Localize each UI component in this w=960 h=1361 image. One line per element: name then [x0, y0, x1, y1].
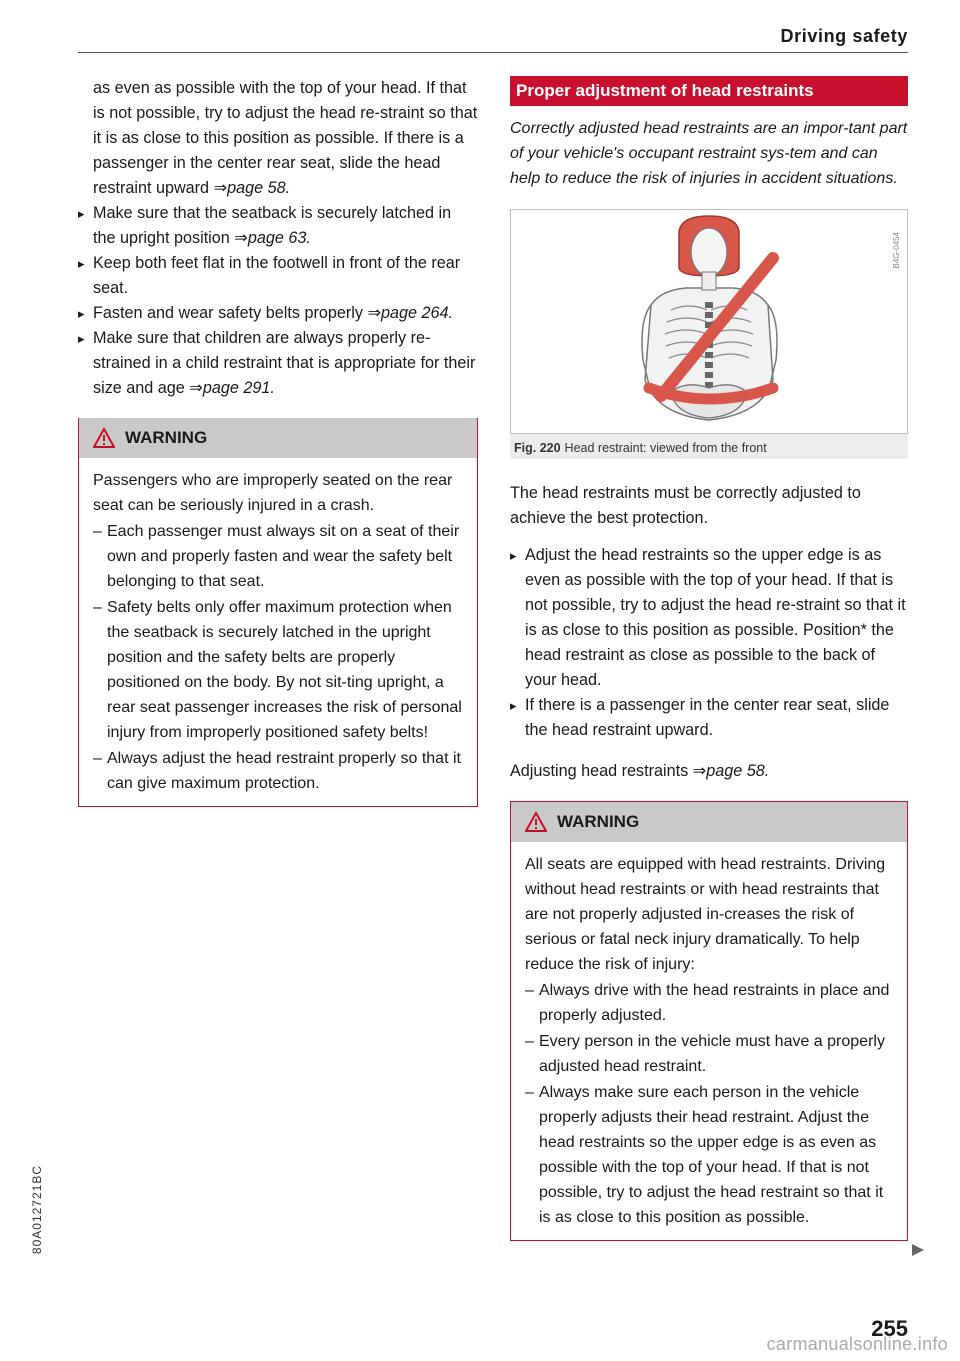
paragraph — [510, 759, 908, 784]
warning-item: – Safety belts only offer maximum protection when the seatback is securely latched in the upright position and the safety belts are properly positioned on the body. By not sit-ting upright, a rear seat passenger increases the risk of personal injury from improperly positioned safety belts! — [93, 595, 463, 745]
continued-text: as even as possible with the top of your head. If that is not possible, try to adjust the head re-straint so that it is as close to this position as possible. If there is a passenger in the center rear seat, slide the head restraint upward — [93, 79, 478, 197]
warning-item: – Always drive with the head restraints in place and properly adjusted. — [525, 978, 893, 1028]
document-code: 80A012721BC — [30, 1165, 44, 1255]
watermark: carmanualsonline.info — [766, 1334, 948, 1354]
warning-title: WARNING — [557, 812, 640, 831]
bullet-item — [78, 301, 478, 326]
bullet-text: Fasten and wear safety belts properly — [93, 304, 368, 322]
warning-intro: Passengers who are improperly seated on the rear seat can be seriously injured in a crash. — [93, 472, 453, 514]
warning-body — [511, 842, 907, 1240]
bullet-item: ▸ If there is a passenger in the center rear seat, slide the head restraint upward. — [510, 693, 908, 743]
figure-caption — [510, 434, 908, 459]
warning-body — [79, 458, 477, 806]
warning-triangle-icon — [93, 428, 115, 448]
page-ref-link[interactable]: ⇒page 58. — [213, 179, 291, 197]
bullet-item — [78, 251, 478, 301]
page-ref-link[interactable]: ⇒page 63. — [234, 229, 311, 247]
intro-paragraph: Correctly adjusted head restraints are an impor-tant part of your vehicle's occupant restraint sys-tem and can help to reduce the risk of injuries in accident situations. — [510, 120, 908, 187]
bullet-text: Make sure that the seatback is securely latched in the upright position — [93, 204, 452, 247]
figure-code: B4G-0454 — [892, 232, 901, 269]
bullet-text: Keep both feet flat in the footwell in front of the rear seat. — [93, 254, 461, 297]
figure-label: Fig. 220 — [514, 441, 561, 455]
section-heading: Proper adjustment of head restraints — [510, 76, 908, 106]
right-column — [510, 76, 908, 1241]
warning-intro: All seats are equipped with head restraints. Driving without head restraints or with head restraints that are not properly adjusted in-creases the risk of serious or fatal neck injury dramatically. To help reduce the risk of injury: — [525, 856, 886, 973]
left-column — [78, 76, 478, 807]
header-divider — [78, 52, 908, 53]
figure — [510, 209, 908, 459]
warning-item: – Always adjust the head restraint properly so that it can give maximum protection. — [93, 746, 463, 796]
page-ref-link[interactable]: ⇒page 264. — [367, 304, 454, 322]
warning-item: – Always make sure each person in the vehicle properly adjusts their head restraint. Adjust the head restraints so the upper edge is as even as possible with the top of your head. If that is not possible, try to adjust the head restraint so that it is as close to this position as possible. — [525, 1080, 893, 1230]
warning-header — [511, 802, 907, 842]
figure-caption-text: Head restraint: viewed from the front — [564, 441, 767, 455]
warning-title: WARNING — [125, 428, 208, 447]
head-restraint-illustration — [511, 210, 907, 433]
warning-item: – Each passenger must always sit on a seat of their own and properly fasten and wear the safety belt belonging to that seat. — [93, 519, 463, 594]
paragraph: The head restraints must be correctly adjusted to achieve the best protection. — [510, 484, 861, 527]
page-number: 255 — [871, 1316, 908, 1341]
page-ref-link[interactable]: ⇒page 58. — [692, 762, 770, 780]
section-title: Driving safety — [780, 26, 908, 46]
page-ref-link[interactable]: ⇒page 291. — [189, 379, 275, 397]
bullet-item — [78, 326, 478, 401]
warning-box — [510, 801, 908, 1241]
bullet-text: Make sure that children are always properly re-strained in a child restraint that is appropriate for their size and age — [93, 329, 476, 397]
warning-item: – Every person in the vehicle must have a properly adjusted head restraint. — [525, 1029, 893, 1079]
bullet-item: ▸ Adjust the head restraints so the upper edge is as even as possible with the top of your head. If that is not possible, try to adjust the head re-straint so that it is as close to this position as possible. Position* the head restraint as close as possible to the back of your head. — [510, 543, 908, 693]
bullet-item — [78, 201, 478, 251]
continued-paragraph — [78, 76, 478, 201]
continue-arrow-icon — [912, 1244, 924, 1256]
paragraph-text: Adjusting head restraints — [510, 762, 693, 780]
warning-box — [78, 418, 478, 807]
figure-image — [510, 209, 908, 434]
warning-triangle-icon — [525, 812, 547, 832]
warning-header — [79, 418, 477, 458]
